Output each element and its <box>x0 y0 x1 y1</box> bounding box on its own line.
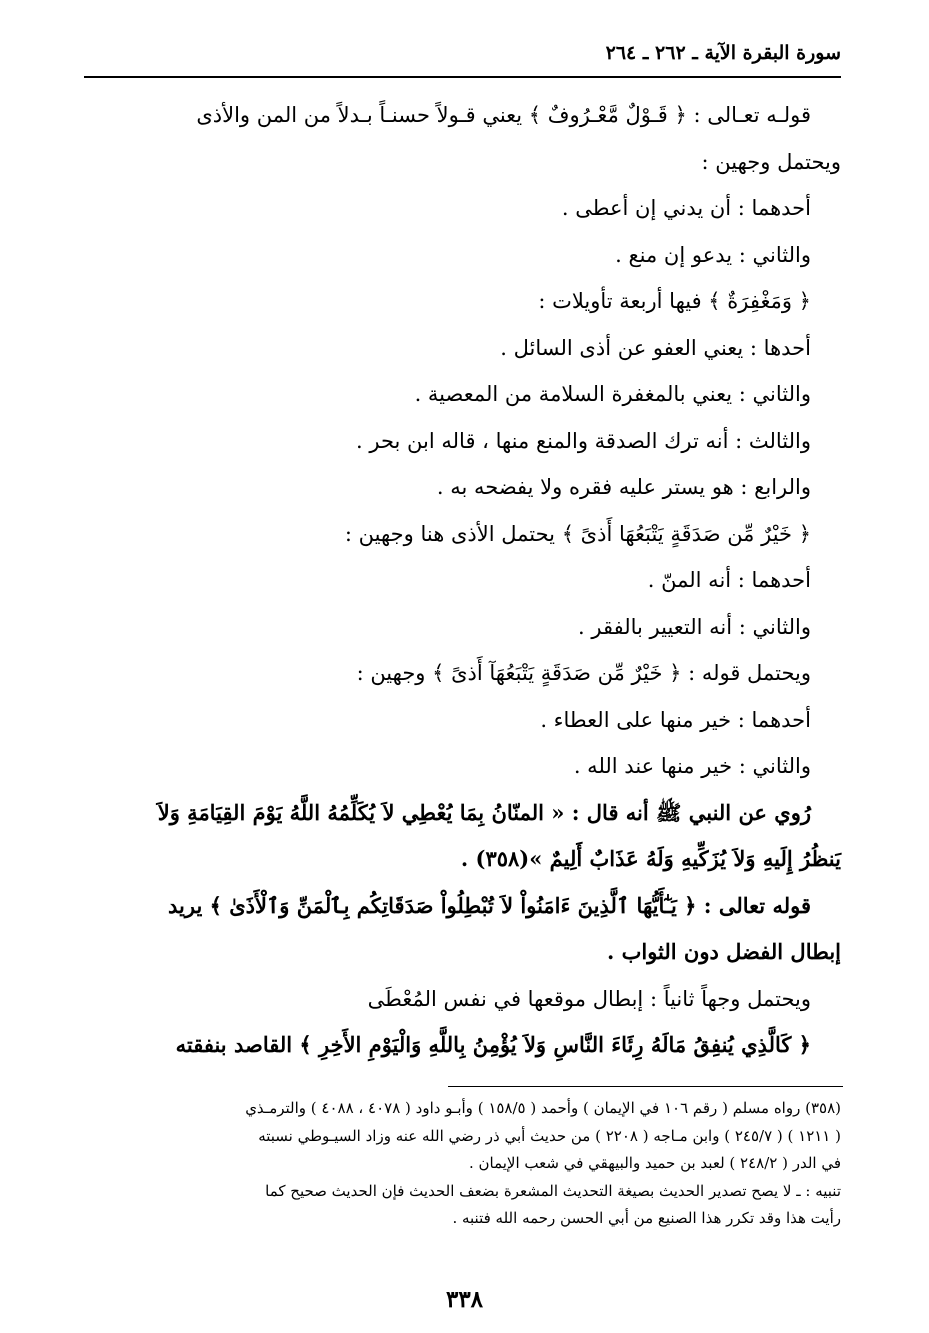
main-text <box>84 92 841 1069</box>
header-rule <box>84 76 841 78</box>
footnote-separator <box>448 1086 843 1087</box>
text-line: أحدهما : أن يدني إن أعطى . <box>561 196 811 220</box>
footnote-line: تنبيه : ـ لا يصح تصدير الحديث بصيغة التحديث المشعرة بضعف الحديث فإن الحديث صحيح كما <box>265 1181 841 1200</box>
footnote-line: في الدر ( ٢٤٨/٢ ) لعبد بن حميد والبيهقي في شعب الإيمان . <box>468 1154 841 1172</box>
text-line: والثاني : أنه التعيير بالفقر . <box>578 614 811 639</box>
running-head: سورة البقرة الآية ـ ٢٦٢ ـ ٢٦٤ <box>605 42 841 64</box>
text-line: ويحتمل وجهين : <box>701 149 841 174</box>
text-line: رُوي عن النبي ﷺ أنه قال : « المنّانُ بِمَا يُعْطِي لاَ يُكَلِّمُهُ اللَّهُ يَوْمَ القِيَامَةِ وَلاَ <box>157 799 811 825</box>
text-line: قولـه تعـالى : ﴿ قَـوْلٌ مَّعْـرُوفٌ ﴾ يعني قـولاً حسنـاً بـدلاً من المن والأذى <box>196 103 811 127</box>
page-number: ٣٣٨ <box>445 1286 484 1313</box>
text-line: والثالث : أنه ترك الصدقة والمنع منها ، قاله ابن بحر . <box>356 428 811 453</box>
footnote-line: ( ١٢١١ ) ( ٢٤٥/٧ ) وابن مـاجه ( ٢٢٠٨ ) من حديث أبي ذر رضي الله عنه وزاد السيـوطي نسبته <box>258 1126 841 1145</box>
text-line: ﴿ خَيْرٌ مِّن صَدَقَةٍ يَتْبَعُهَا أَذىً ﴾ يحتمل الأذى هنا وجهين : <box>344 521 811 546</box>
text-line: أحدهما : خير منها على العطاء . <box>540 707 811 732</box>
footnote-line: (٣٥٨) رواه مسلم ( رقم ١٠٦ في الإيمان ) وأحمد ( ١٥٨/٥ ) وأبـو داود ( ٤٠٧٨ ، ٤٠٨٨ ) والترمـذي <box>245 1099 841 1117</box>
text-line: والرابع : هو يستر عليه فقره ولا يفضحه به . <box>436 475 811 499</box>
text-line: والثاني : يدعو إن منع . <box>615 242 811 267</box>
footnote-line: رأيت هذا وقد تكرر هذا الصنيع من أبي الحسن رحمه الله فتنبه . <box>452 1209 841 1227</box>
text-line: أحدهما : أنه المنّ . <box>647 568 811 592</box>
text-line: قوله تعالى : ﴿ يَـٰٓأَيُّهَا ٱلَّذِينَ ءَامَنُواْ لاَ تُبْطِلُواْ صَدَقَاتِكُم بِٱلْمَنِّ وَٱلْأَذَىٰ ﴾ يريد <box>168 892 811 918</box>
text-line: ويحتمل قوله : ﴿ خَيْرٌ مِّن صَدَقَةٍ يَتْبَعُهَآ أَذىً ﴾ وجهين : <box>356 661 811 685</box>
text-line: ﴿ كَالَّذِي يُنفِقُ مَالَهُ رِئَاءَ النَّاسِ وَلاَ يُؤْمِنُ بِاللَّهِ وَالْيَوْمِ الأَخِرِ ﴾ القاصد بنفقته <box>175 1032 811 1057</box>
footnotes <box>84 1095 841 1233</box>
text-line: إبطال الفضل دون الثواب . <box>606 939 841 964</box>
text-line: يَنظُرُ إِلَيهِ وَلاَ يُزَكِّيهِ وَلَهُ عَذَابٌ أَلِيمٌ »(٣٥٨) . <box>460 846 841 871</box>
text-line: والثاني : خير منها عند الله . <box>573 754 811 778</box>
text-line: ويحتمل وجهاً ثانياً : إبطال موقعها في نفس المُعْطَى <box>367 986 811 1011</box>
text-line: أحدها : يعني العفو عن أذى السائل . <box>500 335 811 360</box>
text-line: والثاني : يعني بالمغفرة السلامة من المعصية . <box>414 382 811 406</box>
text-line: ﴿ وَمَغْفِرَةٌ ﴾ فيها أربعة تأويلات : <box>538 289 811 313</box>
